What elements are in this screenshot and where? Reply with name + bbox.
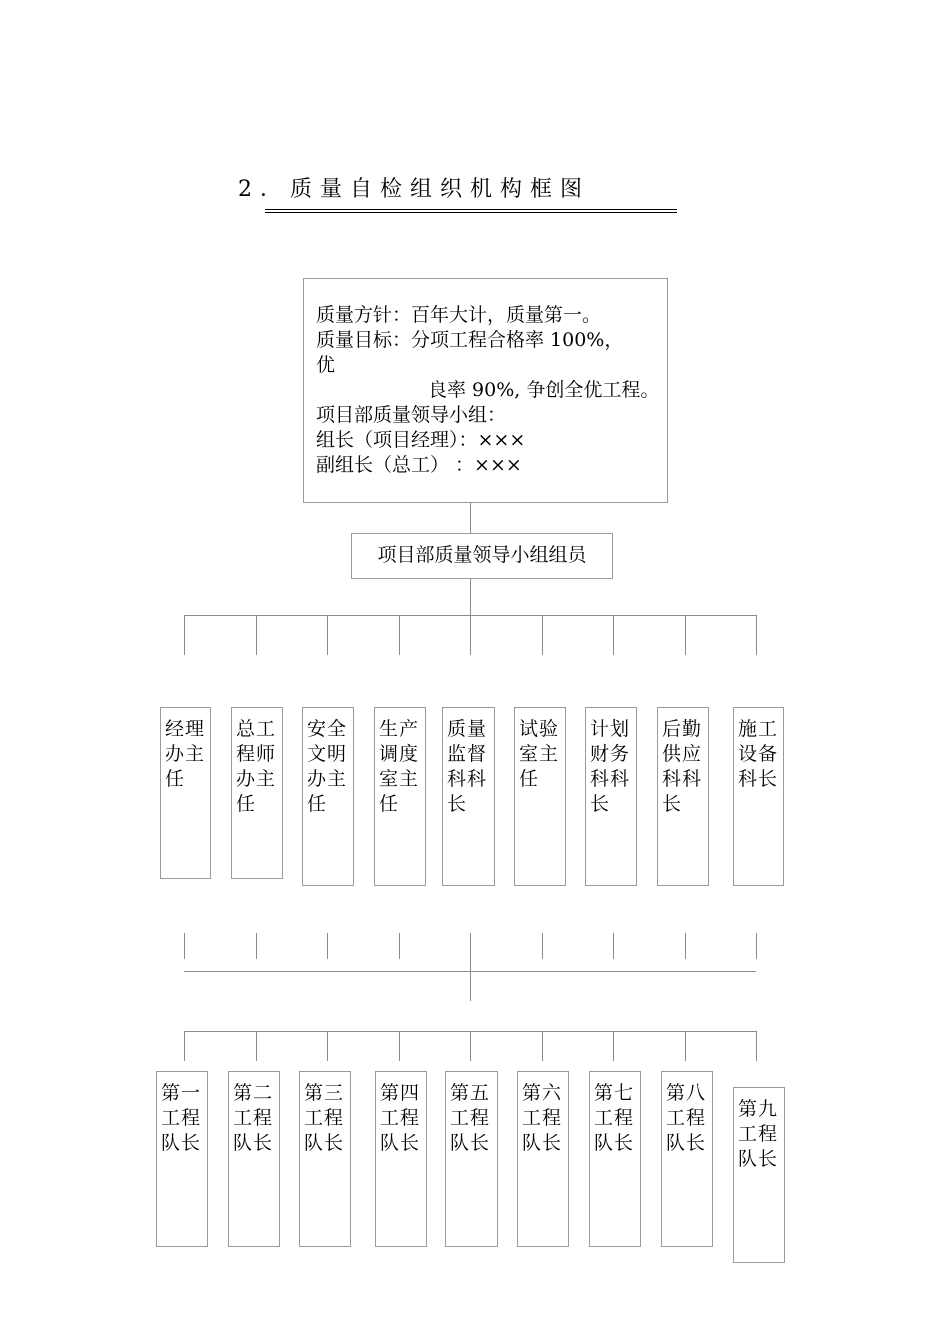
branch-line — [613, 933, 614, 959]
branch-line — [184, 933, 185, 959]
connector-line — [470, 503, 471, 533]
department-box — [302, 707, 354, 886]
diagram-title: 2．质量自检组织机构框图 — [238, 177, 590, 202]
team-leader-box — [228, 1071, 280, 1247]
branch-line — [256, 933, 257, 959]
department-box — [231, 707, 283, 879]
branch-line — [685, 615, 686, 655]
branch-line — [327, 1031, 328, 1061]
policy-line: 优 — [316, 354, 336, 376]
department-box — [733, 707, 784, 886]
team-leader-box — [589, 1071, 641, 1247]
department-box-label: 安全文明办主任 — [307, 718, 348, 815]
branch-line — [756, 933, 757, 959]
department-box-label: 质量监督科科长 — [447, 718, 488, 815]
branch-line — [756, 615, 757, 655]
team-leader-box-label: 第八工程队长 — [666, 1082, 707, 1154]
branch-line — [685, 933, 686, 959]
branch-line — [685, 1031, 686, 1061]
quality-policy-box — [303, 278, 668, 503]
policy-line: 质量方针：百年大计，质量第一。 — [316, 304, 602, 326]
policy-line: 副组长（总工） ：××× — [316, 454, 522, 476]
team-leader-box — [517, 1071, 569, 1247]
department-box-label: 施工设备科长 — [738, 718, 779, 790]
department-box-label: 生产调度室主任 — [379, 718, 420, 815]
title-underline — [265, 212, 677, 213]
branch-line — [756, 1031, 757, 1061]
department-box-label: 总工程师办主任 — [236, 718, 277, 815]
branch-line — [327, 615, 328, 655]
department-box-label: 试验室主任 — [519, 718, 560, 790]
branch-line — [470, 1031, 471, 1061]
branch-line — [613, 615, 614, 655]
policy-line: 组长（项目经理）：××× — [316, 429, 526, 451]
team-leader-box-label: 第四工程队长 — [380, 1082, 421, 1154]
team-leader-box-label: 第七工程队长 — [594, 1082, 635, 1154]
department-box — [442, 707, 495, 886]
branch-line — [184, 1031, 185, 1061]
department-box — [374, 707, 426, 886]
branch-line — [470, 615, 471, 655]
team-leader-box — [445, 1071, 498, 1247]
department-box-label: 经理办主任 — [165, 718, 206, 790]
team-leader-box-label: 第二工程队长 — [233, 1082, 274, 1154]
leading-group-members-box: 项目部质量领导小组组员 — [351, 533, 613, 579]
policy-line: 良率 90%, 争创全优工程。 — [428, 379, 660, 401]
branch-line — [542, 933, 543, 959]
branch-line — [399, 615, 400, 655]
department-box — [585, 707, 637, 886]
branch-line — [542, 615, 543, 655]
team-leader-box-label: 第三工程队长 — [304, 1082, 345, 1154]
branch-line — [542, 1031, 543, 1061]
team-leader-box-label: 第一工程队长 — [161, 1082, 202, 1154]
team-leader-box-label: 第五工程队长 — [450, 1082, 491, 1154]
team-leader-box — [156, 1071, 208, 1247]
branch-line — [256, 615, 257, 655]
team-leader-box-label: 第六工程队长 — [522, 1082, 563, 1154]
department-box — [514, 707, 566, 886]
branch-line — [399, 933, 400, 959]
branch-line — [184, 615, 185, 655]
team-leader-box — [661, 1071, 713, 1247]
branch-line — [327, 933, 328, 959]
department-box — [657, 707, 709, 886]
title-underline — [265, 209, 677, 210]
branch-line — [256, 1031, 257, 1061]
team-leader-box — [375, 1071, 427, 1247]
department-box-label: 后勤供应科科长 — [662, 718, 703, 815]
connector-line — [470, 933, 471, 1001]
team-leader-box — [299, 1071, 351, 1247]
policy-line: 项目部质量领导小组： — [316, 404, 507, 426]
team-leader-box-label: 第九工程队长 — [738, 1098, 779, 1170]
policy-line: 质量目标：分项工程合格率 100%， — [316, 329, 624, 351]
department-box — [160, 707, 211, 879]
department-box-label: 计划财务科科长 — [590, 718, 631, 815]
team-leader-box — [733, 1087, 785, 1263]
connector-line — [470, 579, 471, 615]
branch-line — [613, 1031, 614, 1061]
branch-line — [399, 1031, 400, 1061]
